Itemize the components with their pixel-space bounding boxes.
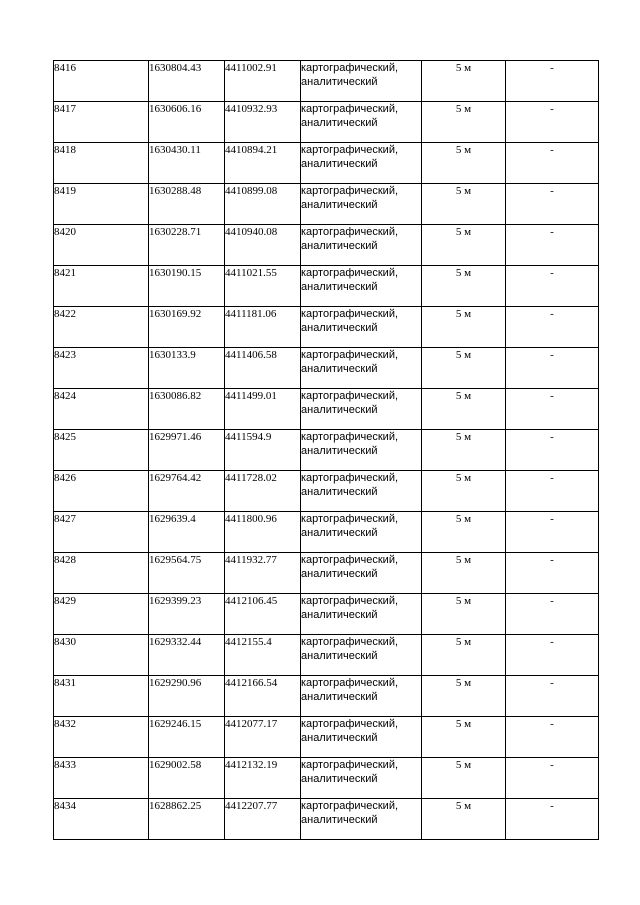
method-cell: картографический, аналитический xyxy=(301,389,422,430)
note-cell: - xyxy=(506,512,599,553)
y-coordinate-cell: 4411728.02 xyxy=(225,471,301,512)
y-coordinate-cell: 4411594.9 xyxy=(225,430,301,471)
method-cell: картографический, аналитический xyxy=(301,758,422,799)
x-coordinate-cell: 1630804.43 xyxy=(149,61,225,102)
x-coordinate-cell: 1630169.92 xyxy=(149,307,225,348)
y-coordinate-cell: 4411002.91 xyxy=(225,61,301,102)
y-coordinate-cell: 4411800.96 xyxy=(225,512,301,553)
table-row xyxy=(54,799,599,840)
x-coordinate-cell: 1630606.16 xyxy=(149,102,225,143)
x-coordinate-cell: 1629399.23 xyxy=(149,594,225,635)
x-coordinate-cell: 1630288.48 xyxy=(149,184,225,225)
point-number-cell: 8429 xyxy=(54,594,149,635)
x-coordinate-cell: 1629971.46 xyxy=(149,430,225,471)
method-cell: картографический, аналитический xyxy=(301,143,422,184)
x-coordinate-cell: 1629290.96 xyxy=(149,676,225,717)
y-coordinate-cell: 4412106.45 xyxy=(225,594,301,635)
point-number-cell: 8417 xyxy=(54,102,149,143)
note-cell: - xyxy=(506,389,599,430)
table-row xyxy=(54,717,599,758)
method-cell: картографический, аналитический xyxy=(301,225,422,266)
method-cell: картографический, аналитический xyxy=(301,553,422,594)
point-number-cell: 8434 xyxy=(54,799,149,840)
method-cell: картографический, аналитический xyxy=(301,61,422,102)
point-number-cell: 8422 xyxy=(54,307,149,348)
note-cell: - xyxy=(506,758,599,799)
point-number-cell: 8425 xyxy=(54,430,149,471)
x-coordinate-cell: 1629246.15 xyxy=(149,717,225,758)
method-cell: картографический, аналитический xyxy=(301,594,422,635)
note-cell: - xyxy=(506,471,599,512)
table-row xyxy=(54,676,599,717)
y-coordinate-cell: 4411181.06 xyxy=(225,307,301,348)
table-row xyxy=(54,430,599,471)
y-coordinate-cell: 4411021.55 xyxy=(225,266,301,307)
accuracy-cell: 5 м xyxy=(422,799,506,840)
x-coordinate-cell: 1630430.11 xyxy=(149,143,225,184)
accuracy-cell: 5 м xyxy=(422,348,506,389)
y-coordinate-cell: 4412132.19 xyxy=(225,758,301,799)
accuracy-cell: 5 м xyxy=(422,512,506,553)
y-coordinate-cell: 4410894.21 xyxy=(225,143,301,184)
y-coordinate-cell: 4410940.08 xyxy=(225,225,301,266)
note-cell: - xyxy=(506,307,599,348)
point-number-cell: 8418 xyxy=(54,143,149,184)
accuracy-cell: 5 м xyxy=(422,266,506,307)
point-number-cell: 8420 xyxy=(54,225,149,266)
point-number-cell: 8433 xyxy=(54,758,149,799)
note-cell: - xyxy=(506,225,599,266)
note-cell: - xyxy=(506,635,599,676)
table-row xyxy=(54,553,599,594)
point-number-cell: 8416 xyxy=(54,61,149,102)
note-cell: - xyxy=(506,348,599,389)
point-number-cell: 8427 xyxy=(54,512,149,553)
table-row xyxy=(54,307,599,348)
method-cell: картографический, аналитический xyxy=(301,266,422,307)
accuracy-cell: 5 м xyxy=(422,594,506,635)
note-cell: - xyxy=(506,430,599,471)
note-cell: - xyxy=(506,676,599,717)
method-cell: картографический, аналитический xyxy=(301,471,422,512)
accuracy-cell: 5 м xyxy=(422,143,506,184)
y-coordinate-cell: 4412077.17 xyxy=(225,717,301,758)
table-row xyxy=(54,184,599,225)
accuracy-cell: 5 м xyxy=(422,184,506,225)
method-cell: картографический, аналитический xyxy=(301,348,422,389)
accuracy-cell: 5 м xyxy=(422,758,506,799)
accuracy-cell: 5 м xyxy=(422,61,506,102)
point-number-cell: 8428 xyxy=(54,553,149,594)
note-cell: - xyxy=(506,799,599,840)
table-row xyxy=(54,102,599,143)
accuracy-cell: 5 м xyxy=(422,553,506,594)
method-cell: картографический, аналитический xyxy=(301,512,422,553)
point-number-cell: 8423 xyxy=(54,348,149,389)
x-coordinate-cell: 1629639.4 xyxy=(149,512,225,553)
note-cell: - xyxy=(506,102,599,143)
method-cell: картографический, аналитический xyxy=(301,676,422,717)
table-row xyxy=(54,225,599,266)
point-number-cell: 8431 xyxy=(54,676,149,717)
table-row xyxy=(54,348,599,389)
accuracy-cell: 5 м xyxy=(422,430,506,471)
y-coordinate-cell: 4410899.08 xyxy=(225,184,301,225)
method-cell: картографический, аналитический xyxy=(301,635,422,676)
accuracy-cell: 5 м xyxy=(422,471,506,512)
point-number-cell: 8424 xyxy=(54,389,149,430)
point-number-cell: 8426 xyxy=(54,471,149,512)
x-coordinate-cell: 1630086.82 xyxy=(149,389,225,430)
point-number-cell: 8430 xyxy=(54,635,149,676)
note-cell: - xyxy=(506,143,599,184)
y-coordinate-cell: 4411932.77 xyxy=(225,553,301,594)
table-row xyxy=(54,758,599,799)
x-coordinate-cell: 1629002.58 xyxy=(149,758,225,799)
document-page xyxy=(53,60,598,840)
accuracy-cell: 5 м xyxy=(422,635,506,676)
method-cell: картографический, аналитический xyxy=(301,717,422,758)
note-cell: - xyxy=(506,553,599,594)
method-cell: картографический, аналитический xyxy=(301,307,422,348)
table-row xyxy=(54,635,599,676)
method-cell: картографический, аналитический xyxy=(301,184,422,225)
note-cell: - xyxy=(506,266,599,307)
point-number-cell: 8419 xyxy=(54,184,149,225)
note-cell: - xyxy=(506,184,599,225)
accuracy-cell: 5 м xyxy=(422,102,506,143)
y-coordinate-cell: 4410932.93 xyxy=(225,102,301,143)
accuracy-cell: 5 м xyxy=(422,389,506,430)
table-row xyxy=(54,143,599,184)
x-coordinate-cell: 1629564.75 xyxy=(149,553,225,594)
accuracy-cell: 5 м xyxy=(422,307,506,348)
note-cell: - xyxy=(506,61,599,102)
method-cell: картографический, аналитический xyxy=(301,799,422,840)
x-coordinate-cell: 1628862.25 xyxy=(149,799,225,840)
note-cell: - xyxy=(506,594,599,635)
accuracy-cell: 5 м xyxy=(422,676,506,717)
accuracy-cell: 5 м xyxy=(422,225,506,266)
y-coordinate-cell: 4412155.4 xyxy=(225,635,301,676)
table-row xyxy=(54,471,599,512)
y-coordinate-cell: 4411406.58 xyxy=(225,348,301,389)
table-row xyxy=(54,61,599,102)
coordinates-table xyxy=(53,60,599,840)
x-coordinate-cell: 1629332.44 xyxy=(149,635,225,676)
method-cell: картографический, аналитический xyxy=(301,102,422,143)
x-coordinate-cell: 1630133.9 xyxy=(149,348,225,389)
accuracy-cell: 5 м xyxy=(422,717,506,758)
table-row xyxy=(54,266,599,307)
table-row xyxy=(54,594,599,635)
point-number-cell: 8432 xyxy=(54,717,149,758)
x-coordinate-cell: 1630228.71 xyxy=(149,225,225,266)
method-cell: картографический, аналитический xyxy=(301,430,422,471)
x-coordinate-cell: 1629764.42 xyxy=(149,471,225,512)
table-row xyxy=(54,389,599,430)
coordinates-table-body xyxy=(54,61,599,840)
table-row xyxy=(54,512,599,553)
point-number-cell: 8421 xyxy=(54,266,149,307)
y-coordinate-cell: 4411499.01 xyxy=(225,389,301,430)
note-cell: - xyxy=(506,717,599,758)
y-coordinate-cell: 4412166.54 xyxy=(225,676,301,717)
y-coordinate-cell: 4412207.77 xyxy=(225,799,301,840)
x-coordinate-cell: 1630190.15 xyxy=(149,266,225,307)
